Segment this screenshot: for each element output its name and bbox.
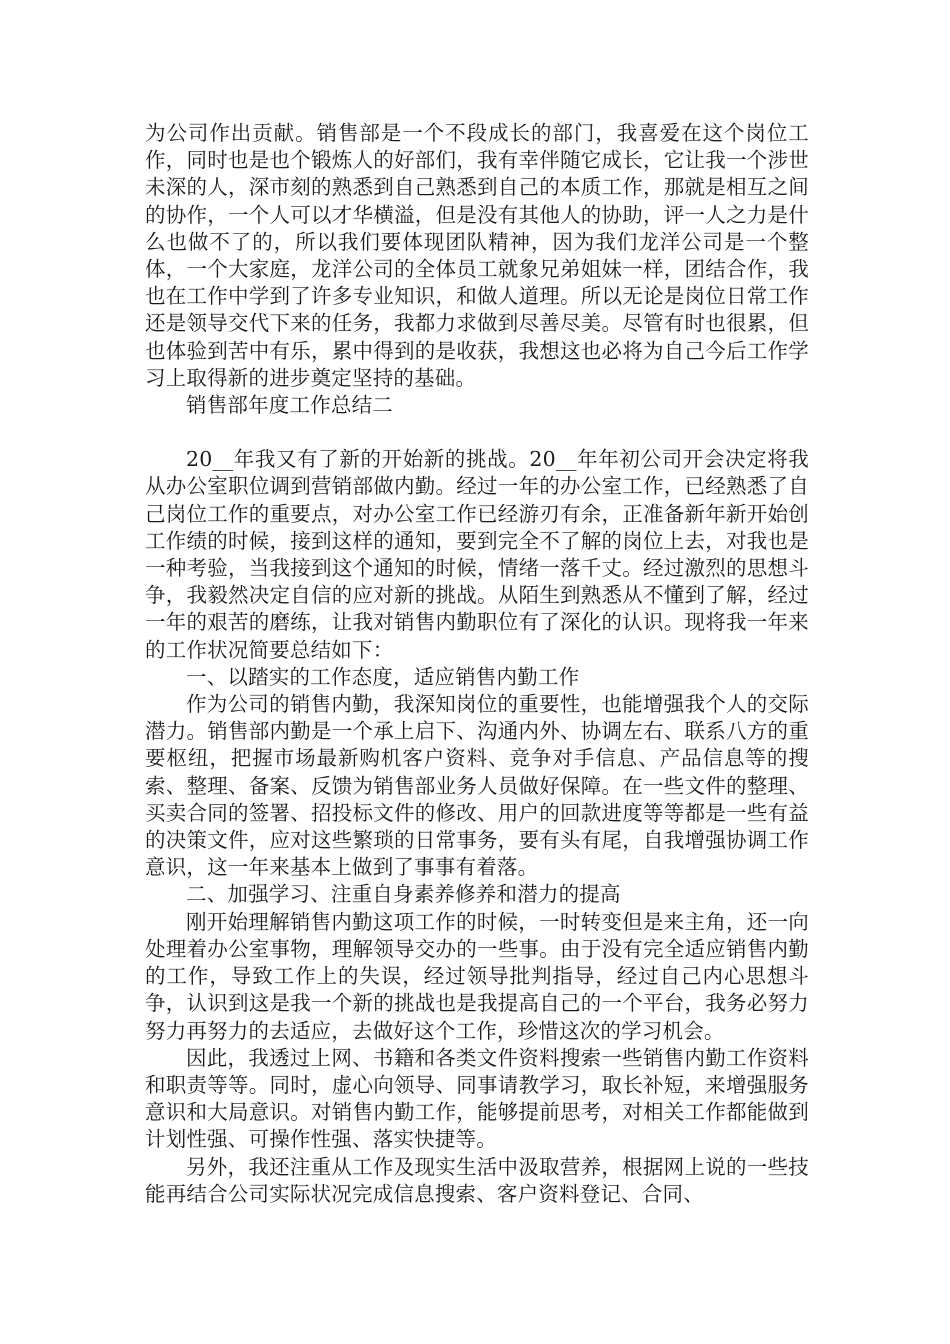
section-heading-one: 一、以踏实的工作态度，适应销售内勤工作: [186, 664, 580, 689]
section-heading-two: 二、加强学习、注重自身素养修养和潜力的提高: [186, 882, 621, 907]
blank-line: [145, 419, 809, 446]
paragraph-section-two-b: 因此，我透过上网、书籍和各类文件资料搜索一些销售内勤工作资料和职责等等。同时，虚心向领导、同事请教学习，取长补短，来增强服务意识和大局意识。对销售内勤工作，能够提前思考，对相关工作都能做到计划性强、可操作性强、落实快捷等。: [145, 1045, 809, 1152]
paragraph-section-two-a: 刚开始理解销售内勤这项工作的时候，一时转变但是来主角，还一向处理着办公室事物，理解领导交办的一些事。由于没有完全适应销售内勤的工作，导致工作上的失误，经过领导批判指导，经过自己内心思想斗争，认识到这是我一个新的挑战也是我提高自己的一个平台，我务必努力努力再努力的去适应，去做好这个工作，珍惜这次的学习机会。: [145, 909, 809, 1043]
section-heading-summary-two: 销售部年度工作总结二: [186, 393, 393, 418]
document-body: [145, 120, 809, 1208]
paragraph-continuation: 为公司作出贡献。销售部是一个不段成长的部门，我喜爱在这个岗位工作，同时也是也个锻炼人的好部们，我有幸伴随它成长，它让我一个涉世未深的人，深市刻的熟悉到自己熟悉到自己的本质工作，那就是相互之间的协作，一个人可以才华横溢，但是没有其他人的协助，评一人之力是什么也做不了的，所以我们要体现团队精神，因为我们龙洋公司是一个整体，一个大家庭，龙洋公司的全体员工就象兄弟姐妹一样，团结合作，我也在工作中学到了许多专业知识，和做人道理。所以无论是岗位日常工作还是领导交代下来的任务，我都力求做到尽善尽美。尽管有时也很累，但也体验到苦中有乐，累中得到的是收获，我想这也必将为自己今后工作学习上取得新的进步奠定坚持的基础。: [145, 121, 809, 390]
paragraph-section-two-c: 另外，我还注重从工作及现实生活中汲取营养，根据网上说的一些技能再结合公司实际状况完成信息搜索、客户资料登记、合同、: [145, 1154, 809, 1206]
paragraph-intro: 20__年我又有了新的开始新的挑战。20__年年初公司开会决定将我从办公室职位调到营销部做内勤。经过一年的办公室工作，已经熟悉了自己岗位工作的重要点，对办公室工作已经游刃有余，正准备新年新开始创工作绩的时候，接到这样的通知，要到完全不了解的岗位上去，对我也是一种考验，当我接到这个通知的时候，情绪一落千丈。经过激烈的思想斗争，我毅然决定自信的应对新的挑战。从陌生到熟悉从不懂到了解，经过一年的艰苦的磨练，让我对销售内勤职位有了深化的认识。现将我一年来的工作状况简要总结如下：: [145, 447, 809, 662]
paragraph-section-one: 作为公司的销售内勤，我深知岗位的重要性，也能增强我个人的交际潜力。销售部内勤是一个承上启下、沟通内外、协调左右、联系八方的重要枢纽，把握市场最新购机客户资料、竞争对手信息、产品信息等的搜索、整理、备案、反馈为销售部业务人员做好保障。在一些文件的整理、买卖合同的签署、招投标文件的修改、用户的回款进度等等都是一些有益的决策文件，应对这些繁琐的日常事务，要有头有尾，自我增强协调工作意识，这一年来基本上做到了事事有着落。: [145, 692, 809, 880]
